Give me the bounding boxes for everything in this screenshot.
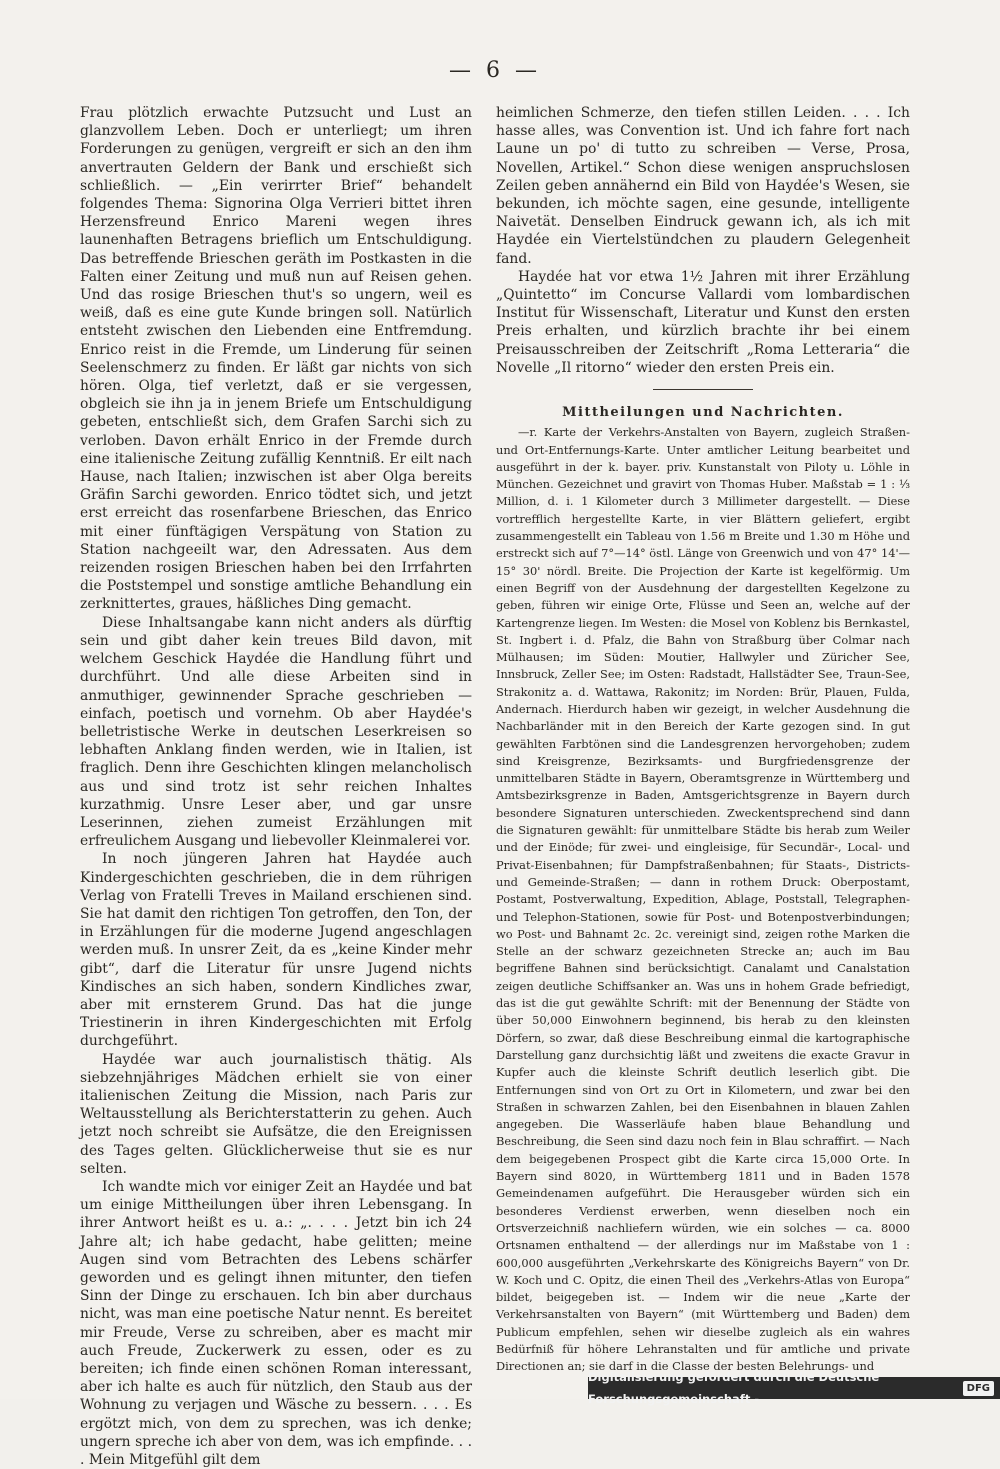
paragraph: Haydée hat vor etwa 1½ Jahren mit ihrer Erzählung „Quintetto“ im Concurse Vallardi vom lombardischen Institut für Wissenschaft, Literatur und Kunst den ersten Preis erhalten, und kürzlich brachte ihr bei einem Preisausschreiben der Zeitschrift „Roma Letteraria“ die Novelle „Il ritorno“ wieder den ersten Preis ein. [496, 268, 910, 376]
paragraph: Haydée war auch journalistisch thätig. Als siebzehnjähriges Mädchen erhielt sie von einer italienischen Zeitung die Mission, nach Paris zur Weltausstellung als Berichterstatterin zu gehen. Auch jetzt noch schreibt sie Aufsätze, die den Ereignissen des Tages gelten. Glücklicherweise thut sie es nur selten. [80, 1051, 472, 1177]
left-text-column [80, 104, 472, 1469]
paragraph: heimlichen Schmerze, den tiefen stillen Leiden. . . . Ich hasse alles, was Convention ist. Und ich fahre fort nach Laune un po' di tutto zu schreiben — Verse, Prosa, Novellen, Artikel.“ Schon diese wenigen anspruchslosen Zeilen geben annähernd ein Bild von Haydée's Wesen, sie bekunden, ich möchte sagen, eine gesunde, intelligente Naivetät. Denselben Eindruck gewann ich, als ich mit Haydée ein Viertelstündchen zu plaudern Gelegenheit fand. [496, 105, 910, 267]
paragraph: Frau plötzlich erwachte Putzsucht und Lust an glanzvollem Leben. Doch er unterliegt; um ihren Forderungen zu genügen, vergreift er sich an den ihm anvertrauten Geldern der Bank und erschießt sich schließlich. — „Ein verirrter Brief“ behandelt folgendes Thema: Signorina Olga Verrieri bittet ihren Herzensfreund Enrico Mareni wegen ihres launenhaften Betragens brieflich um Entschuldigung. Das betreffende Brieschen geräth im Postkasten in die Falten einer Zeitung und muß nun auf Reisen gehen. Und das rosige Brieschen thut's so ungern, weil es weiß, daß es eine gute Kunde bringen soll. Natürlich entsteht zwischen den Liebenden eine Entfremdung. Enrico reist in die Fremde, um Linderung für seinen Seelenschmerz zu finden. Er läßt gar nichts von sich hören. Olga, tief verletzt, daß er sie vergessen, obgleich sie ihn ja in jenem Briefe um Entschuldigung gebeten, entschließt sich, dem Grafen Sarchi sich zu verloben. Davon erhält Enrico in der Fremde durch eine italienische Zeitung zufällig Kenntniß. Er eilt nach Hause, nach Italien; inzwischen ist aber Olga bereits Gräfin Sarchi geworden. Enrico tödtet sich, und jetzt erst erreicht das rosenfarbene Brieschen, das Enrico mit einer fünftägigen Verspätung von Station zu Station nachgeeilt war, den Adressaten. Aus dem reizenden rosigen Brieschen haben bei den Irrfahrten die Poststempel und sonstige amtliche Behandlung ein zerknittertes, graues, häßliches Ding gemacht. [80, 105, 472, 613]
dfg-logo: DFG [963, 1381, 994, 1396]
paragraph: Diese Inhaltsangabe kann nicht anders als dürftig sein und gibt daher kein treues Bild davon, mit welchem Geschick Haydée die Handlung führt und durchführt. Und alle diese Arbeiten sind in anmuthiger, gewinnender Sprache geschrieben — einfach, poetisch und vornehm. Ob aber Haydée's belletristische Werke in deutschen Leserkreisen so lebhaften Anklang finden werden, wie in Italien, ist fraglich. Denn ihre Geschichten klingen melancholisch aus und sind trotz ist sehr reichen Inhaltes kurzathmig. Unsre Leser aber, und gar unsre Leserinnen, ziehen zumeist Erzählungen mit erfreulichem Ausgang und liebevoller Kleinmalerei vor. [80, 614, 472, 850]
footer-text: Digitalisierung gefördert durch die Deutsche Forschungsgemeinschaft - [588, 1370, 880, 1406]
section-body: —r. Karte der Verkehrs-Anstalten von Bayern, zugleich Straßen- und Ort-Entfernungs-Karte. Unter amtlicher Leitung bearbeitet und ausgeführt in der k. bayer. priv. Kunstanstalt von Piloty u. Löhle in München. Gezeichnet und gravirt von Thomas Huber. Maßstab = 1 : ⅓ Million, d. i. 1 Kilometer durch 3 Millimeter dargestellt. — Diese vortrefflich hergestellte Karte, in vier Blättern geliefert, ergibt zusammengestellt ein Tableau von 1.56 m Breite und 1.30 m Höhe und erstreckt sich auf 7°—14° östl. Länge von Greenwich und von 47° 14'—15° 30' nördl. Breite. Die Projection der Karte ist kegelförmig. Um einen Begriff von der Ausdehnung der dargestellten Kegelzone zu geben, führen wir einige Orte, Flüsse und Seen an, welche auf der Kartengrenze liegen. Im Westen: die Mosel von Koblenz bis Bernkastel, St. Ingbert i. d. Pfalz, die Bahn von Straßburg über Colmar nach Mülhausen; im Süden: Moutier, Hallwyler und Züricher See, Innsbruck, Zeller See; im Osten: Radstadt, Hallstädter See, Traun-See, Strakonitz a. d. Wattawa, Rakonitz; im Norden: Brür, Plauen, Fulda, Andernach. Hierdurch haben wir gezeigt, in welcher Ausdehnung die Nachbarländer mit in den Bereich der Karte gezogen sind. In gut gewählten Farbtönen sind die Landesgrenzen hervorgehoben; zudem sind Kreisgrenze, Bezirksamts- und Burgfriedensgrenze der unmittelbaren Städte in Bayern, Oberamtsgrenze in Württemberg und Amtsbezirksgrenze in Baden, Amtsgerichtsgrenze in Bayern durch besondere Signaturen unterschieden. Zweckentsprechend sind dann die Signaturen gewählt: für unmittelbare Städte bis herab zum Weiler und der Einöde; für zwei- und eingleisige, für Secundär-, Local- und Privat-Eisenbahnen; für Dampfstraßenbahnen; für Staats-, Districts- und Gemeinde-Straßen; — dann in rothem Druck: Oberpostamt, Postamt, Postverwaltung, Expedition, Ablage, Poststall, Telegraphen- und Telephon-Stationen, sowie für Post- und Botenpostverbindungen; wo Post- und Bahnamt 2c. 2c. vereinigt sind, zeigen rothe Marken die Stelle an der schwarz gezeichneten Strecke an; auch im Bau begriffene Bahnen sind berücksichtigt. Canalamt und Canalstation zeigen deutliche Schiffsanker an. Was uns in hohem Grade befriedigt, das ist die gut gewählte Schrift: mit der Benennung der Städte von über 50,000 Einwohnern beginnend, bis herab zu den kleinsten Dörfern, so zwar, daß diese Beschreibung einmal die kartographische Darstellung ganz durchsichtig läßt und zweitens die exacte Gravur in Kupfer auch die kleinste Schrift deutlich leserlich gibt. Die Entfernungen sind von Ort zu Ort in Kilometern, und zwar bei den Straßen in schwarzen Zahlen, bei den Eisenbahnen in blauen Zahlen angegeben. Die Wasserläufe haben blaue Behandlung und Beschreibung, die Seen sind dazu noch fein in Blau schraffirt. — Nach dem beigegebenen Prospect gibt die Karte circa 15,000 Orte. In Bayern sind 8020, in Württemberg 1811 und in Baden 1578 Gemeindenamen aufgeführt. Die Herausgeber würden sich ein besonderes Verdienst erwerben, wenn dieselben noch ein Ortsverzeichniß nachliefern würden, wie ein solches — ca. 8000 Ortsnamen enthaltend — der allerdings nur im Maßstabe von 1 : 600,000 ausgeführten „Verkehrskarte des Königreichs Bayern“ von Dr. W. Koch und C. Opitz, die einen Theil des „Verkehrs-Atlas von Europa“ bildet, beigegeben ist. — Indem wir die neue „Karte der Verkehrsanstalten von Bayern“ (mit Württemberg und Baden) dem Publicum empfehlen, sehen wir dieselbe zugleich als ein wahres Bedürfniß für höhere Lehranstalten und für amtliche und private Directionen an; sie darf in die Classe der besten Belehrungs- und [496, 425, 910, 1374]
paragraph: In noch jüngeren Jahren hat Haydée auch Kindergeschichten geschrieben, die in dem rührigen Verlag von Fratelli Treves in Mailand erschienen sind. Sie hat damit den richtigen Ton getroffen, den Ton, der in Erzählungen für die moderne Jugend angeschlagen werden muß. In unsrer Zeit, da es „keine Kinder mehr gibt“, darf die Literatur für unsre Jugend nichts Kindisches an sich haben, sondern Kindliches zwar, aber mit ernsterem Grund. Das hat die junge Triestinerin in ihren Kindergeschichten mit Erfolg durchgeführt. [80, 851, 472, 1050]
section-divider [653, 389, 753, 390]
right-text-column [496, 104, 910, 1376]
section-heading: Mittheilungen und Nachrichten. [562, 405, 844, 421]
digitization-footer [588, 1370, 1000, 1406]
paragraph: Ich wandte mich vor einiger Zeit an Haydée und bat um einige Mittheilungen über ihren Lebensgang. In ihrer Antwort heißt es u. a.: „. . . . Jetzt bin ich 24 Jahre alt; ich habe gedacht, habe gelitten; meine Augen sind vom Betrachten des Lebens schärfer geworden und es gelingt ihnen mitunter, den tiefen Sinn der Dinge zu erschauen. Ich bin aber durchaus nicht, was man eine poetische Natur nennt. Es bereitet mir Freude, Verse zu schreiben, aber es macht mir auch Freude, Zuckerwerk zu essen, oder es zu bereiten; ich finde einen schönen Roman interessant, aber ich halte es auch für nützlich, den Staub aus der Wohnung zu verjagen und Wäsche zu bessern. . . . Es ergötzt mich, von dem zu sprechen, was ich denke; ungern spreche ich aber von dem, was ich empfinde. . . . Mein Mitgefühl gilt dem [80, 1178, 472, 1469]
page-number: — 6 — [449, 58, 541, 83]
